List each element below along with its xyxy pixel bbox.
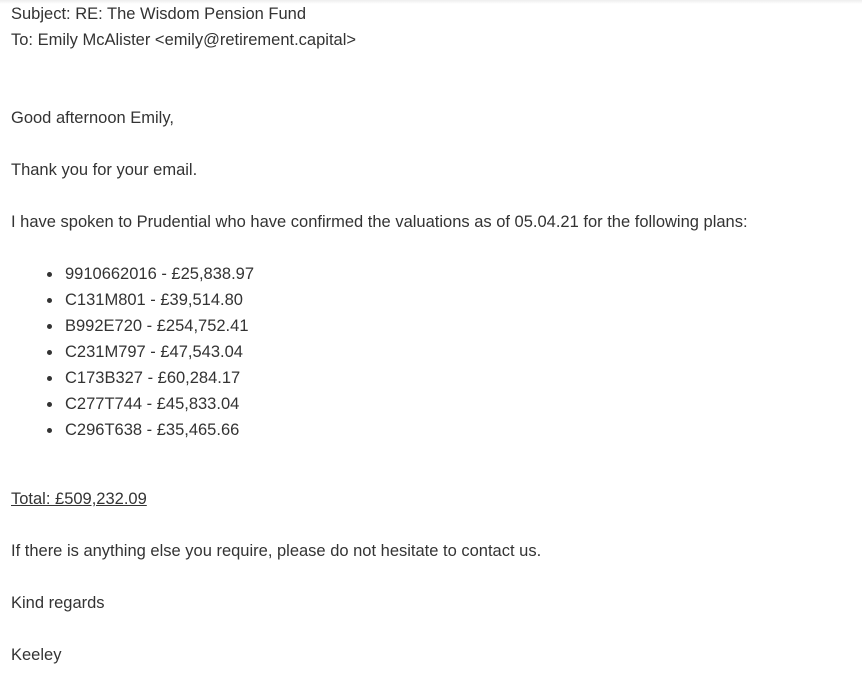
email-to: To: Emily McAlister <emily@retirement.capital> bbox=[11, 31, 357, 49]
plan-list bbox=[0, 263, 254, 445]
plan-item: C173B327 - £60,284.17 bbox=[0, 367, 254, 393]
email-subject: Subject: RE: The Wisdom Pension Fund bbox=[11, 5, 307, 23]
signature: Keeley bbox=[11, 646, 62, 664]
total-value: Total: £509,232.09 bbox=[11, 490, 147, 508]
plan-item: C296T638 - £35,465.66 bbox=[0, 419, 254, 445]
closing-note: If there is anything else you require, please do not hesitate to contact us. bbox=[11, 542, 542, 560]
plan-item: C131M801 - £39,514.80 bbox=[0, 289, 254, 315]
intro-text: I have spoken to Prudential who have confirmed the valuations as of 05.04.21 for the following plans: bbox=[11, 213, 748, 231]
plan-item: 9910662016 - £25,838.97 bbox=[0, 263, 254, 289]
plan-item: B992E720 - £254,752.41 bbox=[0, 315, 254, 341]
plan-item: C231M797 - £47,543.04 bbox=[0, 341, 254, 367]
thanks-text: Thank you for your email. bbox=[11, 161, 198, 179]
plan-item: C277T744 - £45,833.04 bbox=[0, 393, 254, 419]
signoff: Kind regards bbox=[11, 594, 105, 612]
greeting: Good afternoon Emily, bbox=[11, 109, 174, 127]
